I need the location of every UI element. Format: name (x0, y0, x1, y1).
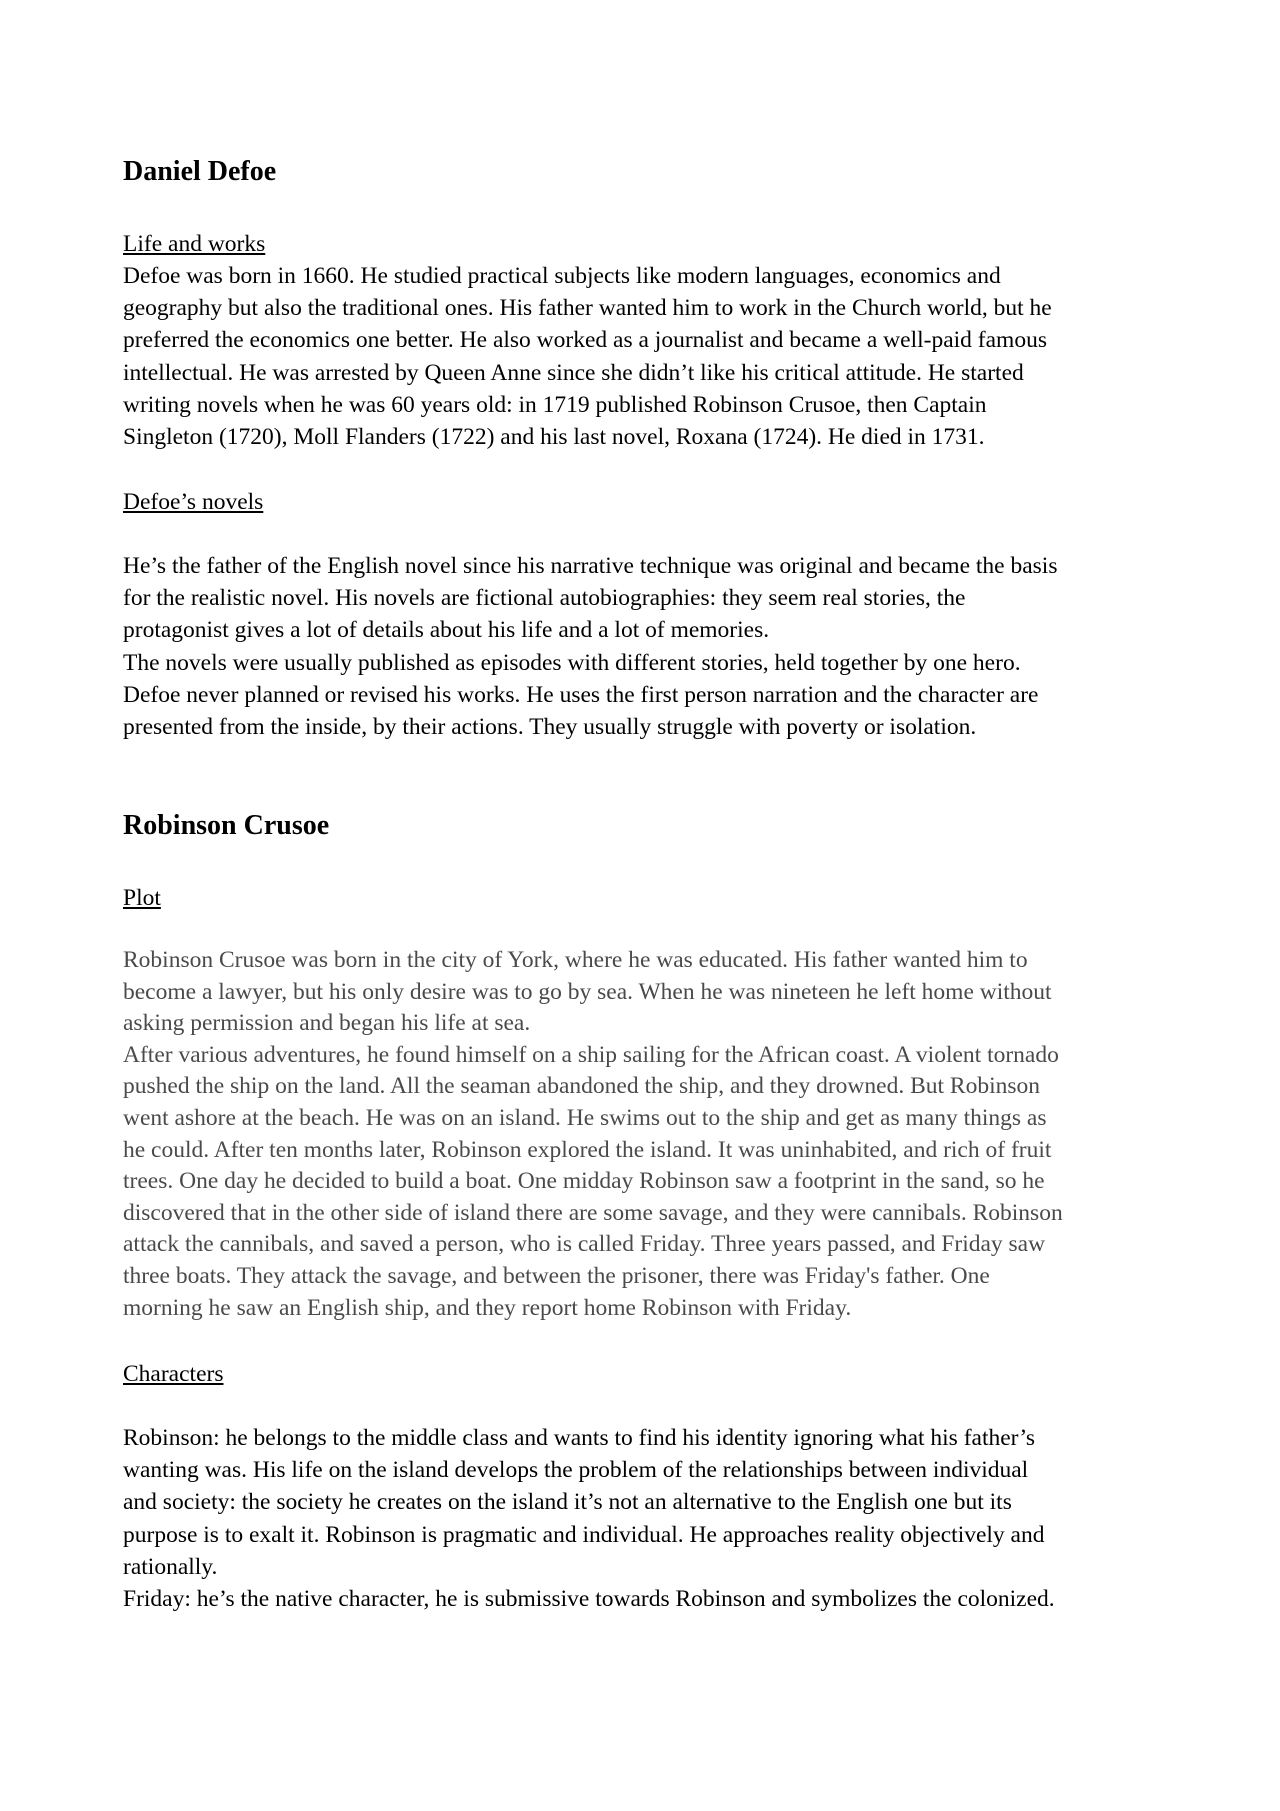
paragraph-life-and-works (123, 260, 1052, 453)
text-line: asking permission and began his life at sea. (123, 1010, 531, 1037)
text-line: preferred the economics one better. He also worked as a journalist and became a well-paid famous (123, 327, 1047, 354)
text-line: Defoe never planned or revised his works. He uses the first person narration and the character are (123, 681, 1039, 708)
text-line: Robinson Crusoe was born in the city of York, where he was educated. His father wanted him to (123, 947, 1028, 973)
text-line: Defoe was born in 1660. He studied practical subjects like modern languages, economics and (123, 263, 1001, 289)
text-line: Friday: he’s the native character, he is submissive towards Robinson and symbolizes the colonized. (123, 1586, 1055, 1613)
section-title-robinson-crusoe: Robinson Crusoe (123, 810, 330, 841)
text-line: protagonist gives a lot of details about his life and a lot of memories. (123, 617, 770, 644)
text-line: intellectual. He was arrested by Queen Anne since she didn’t like his critical attitude. He started (123, 359, 1024, 386)
text-line: become a lawyer, but his only desire was to go by sea. When he was nineteen he left home without (123, 978, 1052, 1005)
text-line: discovered that in the other side of island there are some savage, and they were cannibals. Robinson (123, 1199, 1063, 1226)
text-line: Singleton (1720), Moll Flanders (1722) and his last novel, Roxana (1724). He died in 1731. (123, 424, 985, 451)
text-line: and society: the society he creates on the island it’s not an alternative to the English one but its (123, 1489, 1012, 1516)
subheading-characters: Characters (123, 1361, 224, 1387)
subheading-defoes-novels: Defoe’s novels (123, 489, 264, 515)
text-line: he could. After ten months later, Robinson explored the island. It was uninhabited, and rich of fruit (123, 1136, 1052, 1163)
text-line: rationally. (123, 1553, 218, 1580)
text-line: purpose is to exalt it. Robinson is pragmatic and individual. He approaches reality objectively and (123, 1521, 1045, 1548)
text-line: He’s the father of the English novel since his narrative technique was original and became the basis (123, 553, 1058, 579)
text-line: attack the cannibals, and saved a person, who is called Friday. Three years passed, and Friday saw (123, 1231, 1046, 1258)
text-line: morning he saw an English ship, and they report home Robinson with Friday. (123, 1294, 852, 1321)
subheading-plot: Plot (123, 885, 161, 911)
text-line: three boats. They attack the savage, and between the prisoner, there was Friday's father. One (123, 1262, 990, 1289)
text-line: writing novels when he was 60 years old: in 1719 published Robinson Crusoe, then Captain (123, 391, 987, 418)
text-line: After various adventures, he found himself on a ship sailing for the African coast. A violent tornado (123, 1041, 1059, 1068)
text-line: Robinson: he belongs to the middle class and wants to find his identity ignoring what his father’s (123, 1425, 1036, 1451)
section-title-daniel-defoe: Daniel Defoe (123, 156, 277, 187)
text-line: geography but also the traditional ones. His father wanted him to work in the Church world, but he (123, 295, 1052, 322)
text-line: trees. One day he decided to build a boat. One midday Robinson saw a footprint in the sand, so he (123, 1168, 1045, 1195)
text-line: for the realistic novel. His novels are fictional autobiographies: they seem real stories, the (123, 585, 966, 612)
text-line: wanting was. His life on the island develops the problem of the relationships between individual (123, 1457, 1029, 1484)
text-line: The novels were usually published as episodes with different stories, held together by one hero. (123, 649, 1021, 676)
text-line: pushed the ship on the land. All the seaman abandoned the ship, and they drowned. But Robinson (123, 1073, 1041, 1100)
subheading-life-and-works: Life and works (123, 231, 266, 257)
paragraph-characters (123, 1422, 1055, 1615)
text-line: presented from the inside, by their actions. They usually struggle with poverty or isolation. (123, 714, 977, 741)
paragraph-plot (123, 945, 1063, 1324)
text-line: went ashore at the beach. He was on an island. He swims out to the ship and get as many things as (123, 1104, 1047, 1131)
paragraph-defoes-novels (123, 550, 1057, 743)
